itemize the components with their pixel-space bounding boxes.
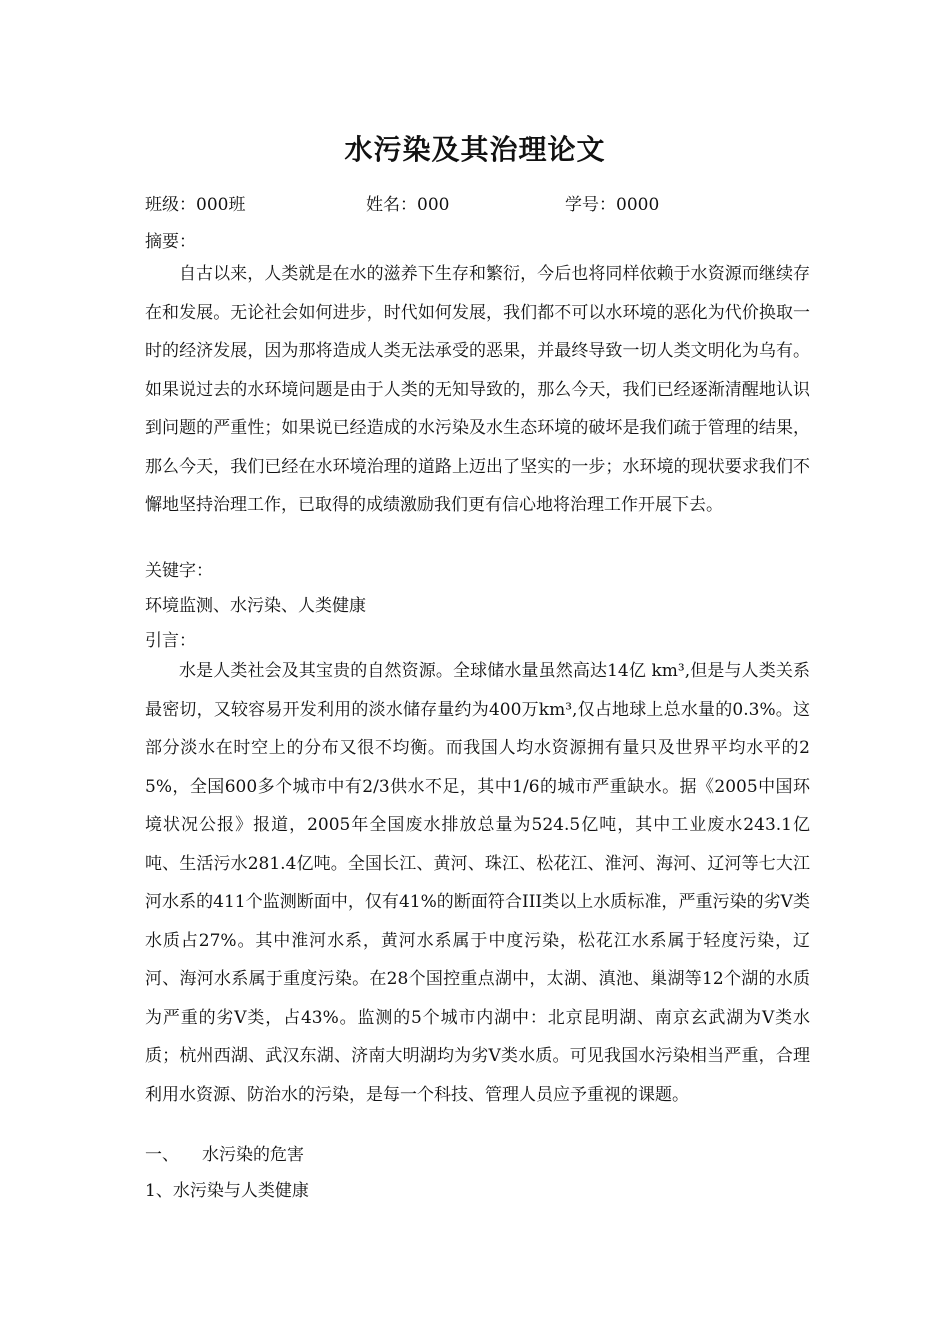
section-heading [145,1140,304,1165]
document-title: 水污染及其治理论文 [344,133,606,166]
section-title: 水污染的危害 [202,1145,304,1165]
abstract-paragraph: 自古以来，人类就是在水的滋养下生存和繁衍，今后也将同样依赖于水资源而继续存在和发展。无论社会如何进步，时代如何发展，我们都不可以水环境的恶化为代价换取一时的经济发展，因为那将造成人类无法承受的恶果，并最终导致一切人类文明化为乌有。如果说过去的水环境问题是由于人类的无知导致的，那么今天，我们已经逐渐清醒地认识到问题的严重性；如果说已经造成的水污染及水生态环境的破坏是我们疏于管理的结果，那么今天，我们已经在水环境治理的道路上迈出了坚实的一步；水环境的现状要求我们不懈地坚持治理工作，已取得的成绩激励我们更有信心地将治理工作开展下去。 [145,264,810,515]
keywords-heading: 关键字： [145,561,213,581]
subsection-heading: 1、水污染与人类健康 [145,1181,309,1201]
class-info: 班级：000班 [145,195,246,215]
student-id-info: 学号：0000 [565,195,660,215]
name-info: 姓名：000 [366,195,450,215]
intro-paragraph: 水是人类社会及其宝贵的自然资源。全球储水量虽然高达14亿 km³,但是与人类关系最密切，又较容易开发利用的淡水储存量约为400万km³,仅占地球上总水量的0.3%。这部分淡水在时空上的分布又很不均衡。而我国人均水资源拥有量只及世界平均水平的25%，全国600多个城市中有2/3供水不足，其中1/6的城市严重缺水。据《2005中国环境状况公报》报道，2005年全国废水排放总量为524.5亿吨，其中工业废水243.1亿吨、生活污水281.4亿吨。全国长江、黄河、珠江、松花江、淮河、海河、辽河等七大江河水系的411个监测断面中，仅有41%的断面符合III类以上水质标准，严重污染的劣V类水质占27%。其中淮河水系，黄河水系属于中度污染，松花江水系属于轻度污染，辽河、海河水系属于重度污染。在28个国控重点湖中，太湖、滇池、巢湖等12个湖的水质为严重的劣V类，占43%。监测的5个城市内湖中：北京昆明湖、南京玄武湖为V类水质；杭州西湖、武汉东湖、济南大明湖均为劣V类水质。可见我国水污染相当严重，合理利用水资源、防治水的污染，是每一个科技、管理人员应予重视的课题。 [145,661,810,1105]
abstract-heading: 摘要： [145,232,196,252]
intro-heading: 引言： [145,631,196,651]
section-number: 一、 [145,1145,179,1165]
keywords-list: 环境监测、水污染、人类健康 [145,596,366,616]
